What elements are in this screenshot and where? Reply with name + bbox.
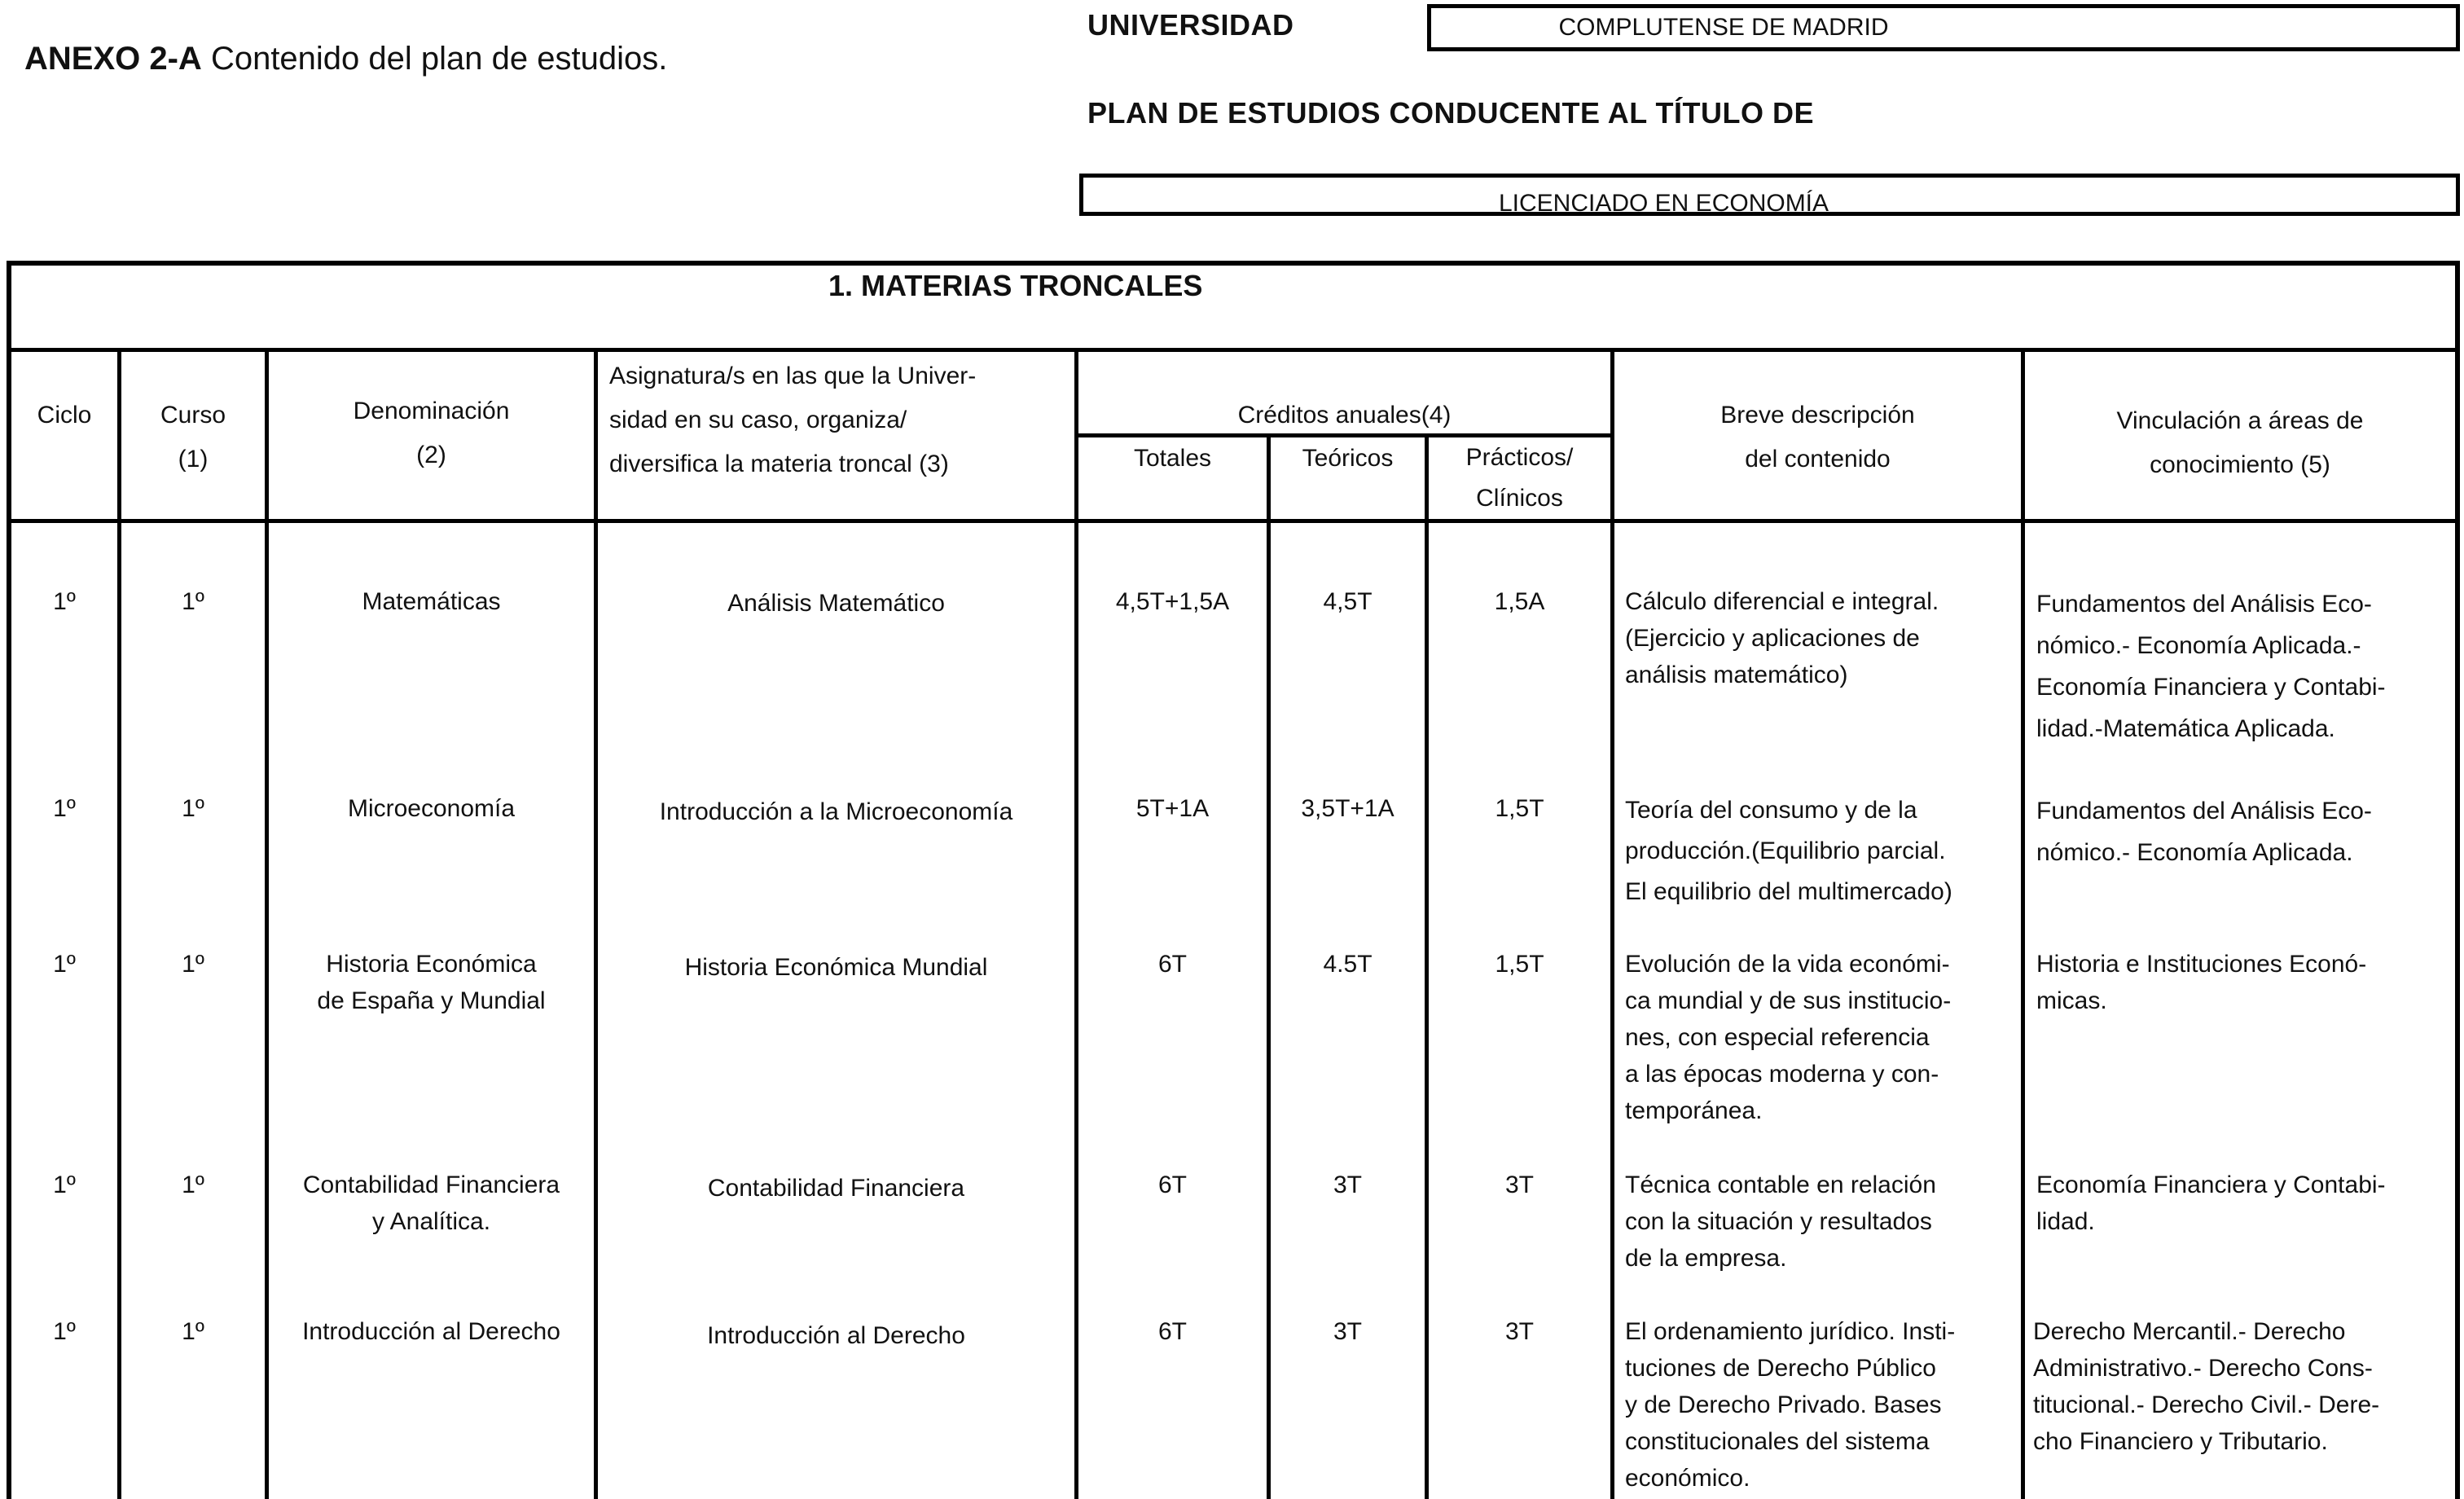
cell-ciclo: 1º [53,1318,76,1345]
cell-asignatura: Introducción al Derecho [707,1322,965,1349]
divider-practicos-descripcion [1610,350,1614,1499]
cell-denominacion: Matemáticas [362,588,501,615]
cell-practicos: 3T [1504,1318,1534,1345]
cell-ciclo: 1º [53,1172,76,1198]
cell-practicos: 1,5A [1494,588,1545,615]
cell-denominacion: Historia Económica de España y Mundial [317,951,546,1014]
degree-value: LICENCIADO EN ECONOMÍA [1498,190,1829,217]
cell-asignatura: Introducción a la Microeconomía [659,798,1013,825]
university-value: COMPLUTENSE DE MADRID [1558,14,1889,41]
cell-asignatura: Análisis Matemático [727,590,945,617]
cell-vinculacion: Historia e Instituciones Econó- micas. [2036,951,2367,1014]
divider-descripcion-vinculacion [2021,350,2025,1499]
cell-practicos: 1,5T [1495,795,1544,822]
cell-curso: 1º [182,1318,204,1345]
cell-ciclo: 1º [53,795,76,822]
cell-curso: 1º [182,795,204,822]
cell-ciclo: 1º [53,588,76,615]
cell-vinculacion: Derecho Mercantil.- Derecho Administrativo.- Derecho Cons- titucional.- Derecho Civil.- Dere- cho Financiero y Tributario. [2033,1318,2380,1455]
cell-totales: 6T [1157,1318,1187,1345]
cell-totales: 4,5T+1,5A [1115,588,1230,615]
cell-curso: 1º [182,951,204,978]
annex-title [24,41,667,77]
cell-vinculacion: Economía Financiera y Contabi- lidad. [2036,1172,2386,1235]
cell-ciclo: 1º [53,951,76,978]
cell-curso: 1º [182,1172,204,1198]
cell-denominacion: Contabilidad Financiera y Analítica. [302,1172,560,1235]
cell-totales: 6T [1157,1172,1187,1198]
cell-teoricos: 3T [1333,1318,1362,1345]
cell-descripcion: Teoría del consumo y de la producción.(Equilibrio parcial. El equilibrio del multimercado) [1625,797,1952,905]
plan-label: PLAN DE ESTUDIOS CONDUCENTE AL TÍTULO DE [1087,96,1815,130]
cell-curso: 1º [182,588,204,615]
col-header-curso: Curso (1) [160,402,226,473]
cell-asignatura: Contabilidad Financiera [707,1175,965,1202]
cell-teoricos: 4.5T [1323,951,1373,978]
university-label: UNIVERSIDAD [1087,8,1294,42]
cell-practicos: 3T [1504,1172,1534,1198]
header-divider [7,519,2460,523]
cell-teoricos: 3T [1333,1172,1362,1198]
section-title: 1. MATERIAS TRONCALES [828,269,1203,302]
cell-descripcion: Cálculo diferencial e integral. (Ejercicio y aplicaciones de análisis matemático) [1625,588,1939,688]
table-top-border [7,261,2460,266]
cell-vinculacion: Fundamentos del Análisis Eco- nómico.- Economía Aplicada. [2036,798,2372,866]
annex-number: ANEXO 2-A [24,41,202,77]
border-right [2455,261,2460,1499]
cell-denominacion: Microeconomía [347,795,516,822]
cell-teoricos: 3,5T+1A [1301,795,1395,822]
section-divider [7,348,2460,352]
col-header-denominacion: Denominación (2) [353,398,510,468]
cell-vinculacion: Fundamentos del Análisis Eco- nómico.- Economía Aplicada.- Economía Financiera y Contabi- lidad.-Matemática Aplicada. [2036,591,2386,742]
col-header-totales: Totales [1133,445,1212,472]
cell-descripcion: El ordenamiento jurídico. Insti- tuciones de Derecho Público y de Derecho Privado. Bases constitucionales del sistema económico. [1625,1318,1956,1492]
col-header-vinculacion: Vinculación a áreas de conocimiento (5) [2116,407,2364,478]
cell-denominacion: Introducción al Derecho [302,1318,560,1345]
degree-value-box [1079,174,2460,216]
col-header-teoricos: Teóricos [1302,445,1394,472]
cell-descripcion: Técnica contable en relación con la situación y resultados de la empresa. [1625,1172,1936,1272]
col-header-ciclo: Ciclo [37,402,92,429]
cell-totales: 5T+1A [1135,795,1210,822]
annex-description: Contenido del plan de estudios. [210,41,668,77]
col-header-practicos: Prácticos/ Clínicos [1465,444,1574,512]
university-value-box [1427,4,2460,51]
col-header-asignatura: Asignatura/s en las que la Univer- sidad en su caso, organiza/ diversifica la materia troncal (3) [609,363,977,477]
col-header-creditos: Créditos anuales(4) [1237,402,1452,429]
cell-totales: 6T [1157,951,1187,978]
col-header-descripcion: Breve descripción del contenido [1720,402,1915,473]
cell-practicos: 1,5T [1495,951,1544,978]
cell-descripcion: Evolución de la vida económi- ca mundial y de sus institucio- nes, con especial referencia a las épocas moderna y con- temporánea. [1625,951,1952,1124]
cell-teoricos: 4,5T [1323,588,1373,615]
cell-asignatura: Historia Económica Mundial [684,954,988,981]
